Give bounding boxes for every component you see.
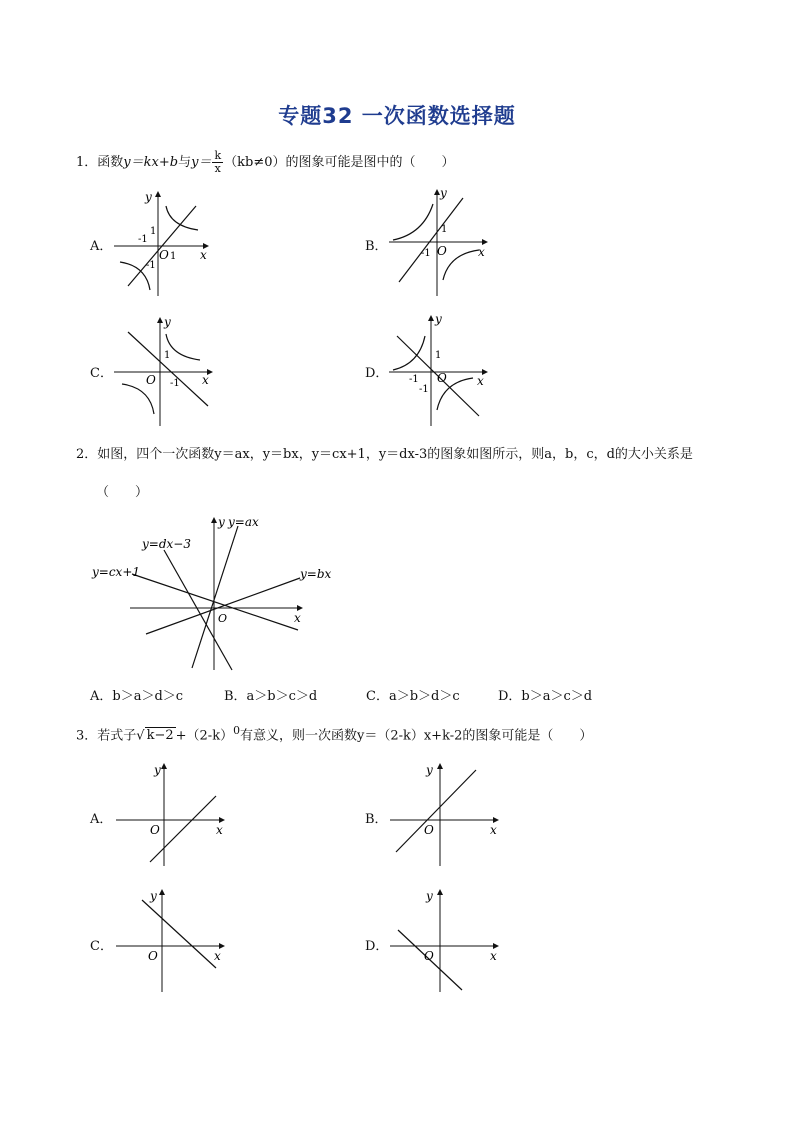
tick-label: -1 (419, 384, 429, 395)
x-label: x (490, 823, 497, 837)
q3-number: 3． (76, 728, 98, 744)
q1-graph-d (383, 310, 493, 428)
q1-number: 1． (76, 155, 98, 170)
origin-label: O (437, 244, 447, 258)
q3-graph-a (112, 760, 232, 868)
y-label: y (145, 190, 152, 204)
q3-option-b-label: B． (365, 812, 388, 827)
q1-option-a-label: A． (90, 239, 113, 254)
q3-text-1: 若式子 (97, 728, 137, 744)
q1-option-d-label: D． (365, 366, 389, 381)
q3-sup: 0 (233, 724, 240, 737)
q2-number: 2． (76, 447, 98, 462)
y-label: y (154, 763, 161, 777)
x-label: x (200, 248, 207, 262)
origin-label: O (159, 248, 169, 262)
origin-label: O (437, 371, 447, 385)
q1-option-b-label: B． (365, 239, 388, 254)
q2-option-b: B．a＞b＞c＞d (224, 689, 318, 704)
q3-option-d-label: D． (365, 939, 389, 954)
line-y-dx-3 (164, 550, 232, 670)
q3-graph-d (386, 886, 506, 994)
x-label: x (214, 949, 221, 963)
y-label: y (150, 889, 157, 903)
q1-graph-b (383, 184, 493, 298)
q3-option-a-label: A． (90, 812, 113, 827)
origin-label: O (150, 823, 160, 837)
hyperbola-branch (166, 334, 200, 360)
label-y-ax: y=ax (228, 515, 259, 529)
q1-graph-a (108, 186, 213, 298)
tick-label: -1 (138, 234, 148, 245)
q2-text: 如图，四个一次函数y＝ax，y＝bx，y＝cx+1，y＝dx-3的图象如图所示，则a，b，c，d的大小关系是 (97, 447, 693, 462)
q1-frac-den: x (214, 162, 221, 175)
question-2 (76, 446, 693, 464)
y-label: y (164, 315, 171, 329)
y-label: y (435, 312, 442, 326)
q2-graph (88, 510, 348, 672)
line-graph (128, 332, 208, 406)
q2-option-a: A．b＞a＞d＞c (90, 689, 184, 704)
q1-frac-num: k (214, 149, 222, 162)
y-label: y (440, 186, 447, 200)
line-y-cx-1 (132, 574, 298, 630)
q1-condition: （kb≠0） (224, 155, 286, 170)
q2-option-d: D．b＞a＞c＞d (498, 689, 593, 704)
question-3 (76, 722, 592, 745)
tick-label: 1 (170, 251, 177, 262)
tick-label: 1 (441, 224, 448, 235)
tick-label: -1 (146, 260, 156, 271)
hyperbola-branch (443, 250, 479, 280)
tick-label: 1 (435, 350, 442, 361)
q2-paren: （ ） (96, 485, 149, 500)
q3-sqrt: k−2 (146, 728, 174, 744)
q1-eq2: y＝ (191, 155, 212, 170)
q3-option-c-label: C． (90, 939, 113, 954)
tick-label: -1 (170, 378, 180, 389)
page-title: 专题32 一次函数选择题 (278, 104, 516, 128)
x-label: x (478, 245, 485, 259)
y-label: y (426, 763, 433, 777)
q3-text-3: 有意义，则一次函数y＝（2-k）x+k-2的图象可能是（ ） (239, 728, 593, 744)
hyperbola-branch (393, 336, 425, 370)
tick-label: -1 (409, 374, 419, 385)
q3-graph-b (386, 760, 506, 868)
q1-text-1: 函数 (97, 155, 124, 170)
y-label: y (218, 515, 225, 529)
q1-graph-c (108, 312, 218, 428)
question-1 (76, 150, 455, 175)
origin-label: O (424, 823, 434, 837)
x-label: x (490, 949, 497, 963)
sqrt-icon: √ (136, 728, 145, 744)
q3-graph-c (112, 886, 232, 994)
x-label: x (477, 374, 484, 388)
label-y-cx-1: y=cx+1 (92, 565, 141, 579)
origin-label: O (148, 949, 158, 963)
q1-text-3: 的图象可能是图中的（ ） (285, 155, 455, 170)
q2-option-c: C．a＞b＞d＞c (366, 689, 460, 704)
q1-text-2: 与 (178, 155, 192, 170)
tick-label: 1 (150, 226, 157, 237)
q1-option-c-label: C． (90, 366, 113, 381)
line-graph (150, 796, 216, 862)
x-label: x (294, 611, 301, 625)
hyperbola-branch (122, 384, 154, 414)
y-label: y (426, 889, 433, 903)
tick-label: 1 (164, 350, 171, 361)
origin-label: O (146, 373, 156, 387)
q1-fraction (212, 150, 223, 175)
origin-label: O (424, 949, 434, 963)
hyperbola-branch (393, 204, 433, 240)
tick-label: -1 (421, 248, 431, 259)
label-y-dx-3: y=dx−3 (142, 537, 191, 551)
line-graph (396, 770, 476, 852)
origin-label: O (218, 612, 228, 625)
label-y-bx: y=bx (300, 567, 332, 581)
q1-eq1: y＝kx+b (123, 155, 179, 170)
q3-text-2: +（2-k） (175, 728, 234, 744)
x-label: x (216, 823, 223, 837)
x-label: x (202, 373, 209, 387)
